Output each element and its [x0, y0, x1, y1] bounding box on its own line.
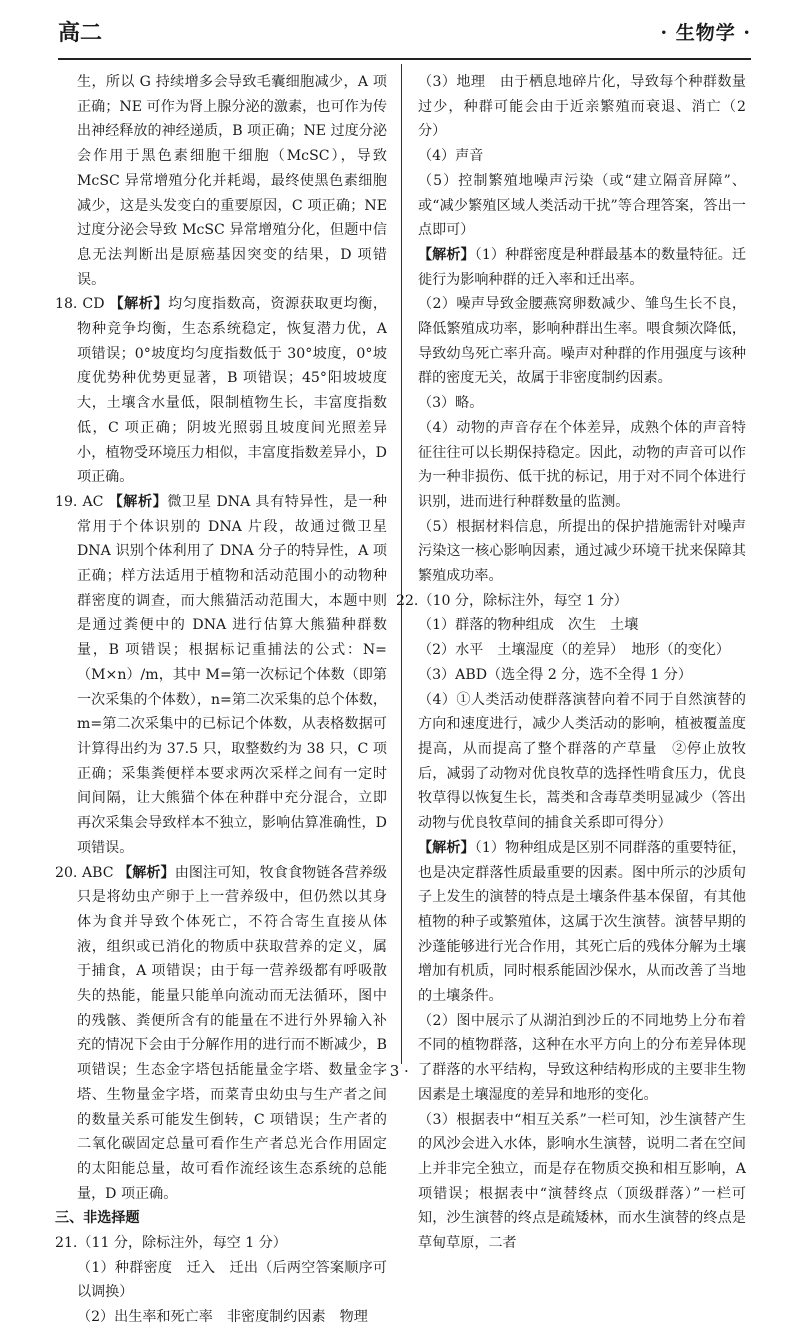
q17-continuation: 生，所以 G 持续增多会导致毛囊细胞减少，A 项正确；NE 可作为肾上腺分泌的激素，也可作为传出神经释放的神经递质，B 项正确；NE 过度分泌会作用于黑色素细胞干细胞（McSC），导致 McSC 异常增殖分化并耗竭，最终使黑色素细胞减少，这是头发变白的重要原因，C 项正确；NE 过度分泌会导致 McSC 异常增殖分化，但题中信息无法判断出是原癌基因突变的结果，D 项错误。 — [77, 74, 387, 288]
q21-answer-2: （2）出生率和死亡率 非密度制约因素 物理 — [77, 1309, 368, 1326]
q19-answer — [55, 490, 387, 861]
q22-analysis-tag: 【解析】 — [418, 839, 475, 856]
q20-analysis-tag: 【解析】 — [118, 864, 175, 881]
q22-answer-2: （2）水平 土壤湿度（的差异） 地形（的变化） — [418, 642, 730, 659]
q22-answer-1: （1）群落的物种组成 次生 土壤 — [418, 617, 639, 634]
left-column — [55, 70, 387, 1330]
q21-analysis-5: （5）根据材料信息，所提出的保护措施需针对噪声污染这一核心影响因素，通过减少环境干扰来保障其繁殖成功率。 — [418, 518, 746, 585]
q22-analysis-2: （2）图中展示了从湖泊到沙丘的不同地势上分布着不同的植物群落，这种在水平方向上的分布差异体现了群落的水平结构，导致这种结构形成的主要非生物因素是土壤湿度的差异和地形的变化。 — [418, 1012, 746, 1103]
q19-analysis: 微卫星 DNA 具有特异性，是一种常用于个体识别的 DNA 片段，故通过微卫星 DNA 识别个体利用了 DNA 分子的特异性，A 项正确；样方法适用于植物和活动范围小的动物种群密度的调查，而大熊猫活动范围大，本题中则是通过粪便中的 DNA 进行估算大熊猫种群数量，B 项错误；根据标记重捕法的公式：N=（M×n）/m，其中 M=第一次标记个体数（即第一次采集的个体数），n=第二次采集的总个体数，m=第二次采集中的已标记个体数，从表格数据可计算得出约为 37.5 只，取整数约为 38 只，C 项正确；采集粪便样本要求两次采样之间有一定时间间隔，让大熊猫个体在种群中充分混合，立即再次采集会导致样本不独立，影响估算准确性，D 项错误。 — [77, 493, 388, 856]
grade-label: 高二 — [58, 20, 103, 46]
q22-analysis-3: （3）根据表中“相互关系”一栏可知，沙生演替产生的风沙会进入水体，影响水生演替，说明二者在空间上并非完全独立，而是存在物质交换和相互影响，A 项错误；根据表中“演替终点（顶级群落）”一栏可知，沙生演替的终点是疏矮林，而水生演替的终点是草甸草原，二者 — [418, 1111, 746, 1252]
q21-analysis-1-text: （1）种群密度是种群最基本的数量特征。迁徙行为影响种群的迁入率和迁出率。 — [418, 246, 747, 288]
q21-analysis-tag: 【解析】 — [418, 246, 475, 263]
q19-analysis-tag: 【解析】 — [108, 493, 168, 510]
q18-analysis: 均匀度指数高，资源获取更均衡，物种竞争均衡，生态系统稳定，恢复潜力优，A 项错误；0°坡度均匀度指数低于 30°坡度，0°坡度优势种优势更显著，B 项错误；45°阳坡坡度大，土壤含水量低，限制植物生长，丰富度指数低，C 项正确；阴坡光照弱且坡度间光照差异小，植物受环境压力相似，丰富度指数差异小，D 项正确。 — [77, 296, 388, 486]
section-heading: 三、非选择题 — [55, 1210, 140, 1227]
q20-analysis: 由图注可知，牧食食物链各营养级只是将幼虫产卵于上一营养级中，但仍然以其身体为食并导致个体死亡，不符合寄生直接从体液，组织或已消化的物质中获取营养的定义，属于捕食，A 项错误；由于每一营养级都有呼吸散失的热能，能量只能单向流动而无法循环，图中的残骸、粪便所含有的能量在不进行外界输入补充的情况下会由于分解作用的进行而不断减少，B 项错误；生态金字塔包括能量金字塔、数量金字塔、生物量金字塔，而菜青虫幼虫与生产者之间的数量关系可能发生倒转，C 项错误；生产者的二氧化碳固定总量可看作生产者总光合作用固定的太阳能总量，故可看作流经该生态系统的总能量，D 项正确。 — [77, 864, 387, 1202]
q21-analysis-4: （4）动物的声音存在个体差异，成熟个体的声音特征往往可以长期保持稳定。因此，动物的声音可以作为一种非损伤、低干扰的标记，用于对不同个体进行识别，进而进行种群数量的监测。 — [418, 419, 746, 510]
q21-answer-3: （3）地理 由于栖息地碎片化，导致每个种群数量过少，种群可能会由于近亲繁殖而衰退、消亡（2 分） — [418, 74, 746, 140]
page-number: · 3 · — [380, 1062, 409, 1080]
q21-answer-5: （5）控制繁殖地噪声污染（或“建立隔音屏障”、或“减少繁殖区域人类活动干扰”等合理答案，答出一点即可） — [418, 172, 747, 239]
q21-analysis-2: （2）噪声导致金腰燕窝卵数减少、雏鸟生长不良，降低繁殖成功率，影响种群出生率。喂食频次降低，导致幼鸟死亡率升高。噪声对种群的作用强度与该种群的密度无关，故属于非密度制约因素。 — [418, 296, 746, 387]
q21-heading: 21.（11 分，除标注外，每空 1 分） — [55, 1235, 287, 1252]
q20-answer — [55, 861, 387, 1207]
q18-analysis-tag: 【解析】 — [109, 296, 169, 313]
q22-answer-3: （3）ABD（选全得 2 分，选不全得 1 分） — [418, 666, 692, 683]
q21-analysis-1 — [418, 243, 746, 292]
q19-key: 19. AC — [55, 493, 104, 510]
subject-label: · 生物学 · — [660, 22, 751, 44]
q21-answer-1: （1）种群密度 迁入 迁出（后两空答案顺序可以调换） — [77, 1259, 387, 1301]
column-divider — [401, 64, 402, 1064]
page-header — [58, 10, 751, 54]
q22-analysis-1-text: （1）物种组成是区别不同群落的重要特征，也是决定群落性质最重要的因素。图中所示的沙质旬子上发生的演替的特点是土壤条件基本保留，有其他植物的种子或繁殖体，这属于次生演替。演替早期的沙蓬能够进行光合作用，其死亡后的残体分解为土壤增加有机质，同时根系能固沙保水，从而改善了当地的土壤条件。 — [418, 839, 747, 1005]
q22-analysis-1 — [418, 836, 746, 1009]
q21-analysis-3: （3）略。 — [418, 395, 484, 412]
q18-key: 18. CD — [55, 296, 105, 313]
q22-heading: 22.（10 分，除标注外，每空 1 分） — [396, 592, 628, 609]
q22-answer-4: （4）①人类活动使群落演替向着不同于自然演替的方向和速度进行，减少人类活动的影响，植被覆盖度提高，从而提高了整个群落的产草量 ②停止放牧后，减弱了动物对优良牧草的选择性啃食压力，优良牧草得以恢复生长，蒿类和含毒草类明显减少（答出动物与优良牧草间的捕食关系即可得分） — [418, 691, 746, 832]
q18-answer — [55, 292, 387, 490]
header-rule — [58, 58, 751, 60]
q21-answer-4: （4）声音 — [418, 148, 484, 165]
q20-key: 20. ABC — [55, 864, 114, 881]
